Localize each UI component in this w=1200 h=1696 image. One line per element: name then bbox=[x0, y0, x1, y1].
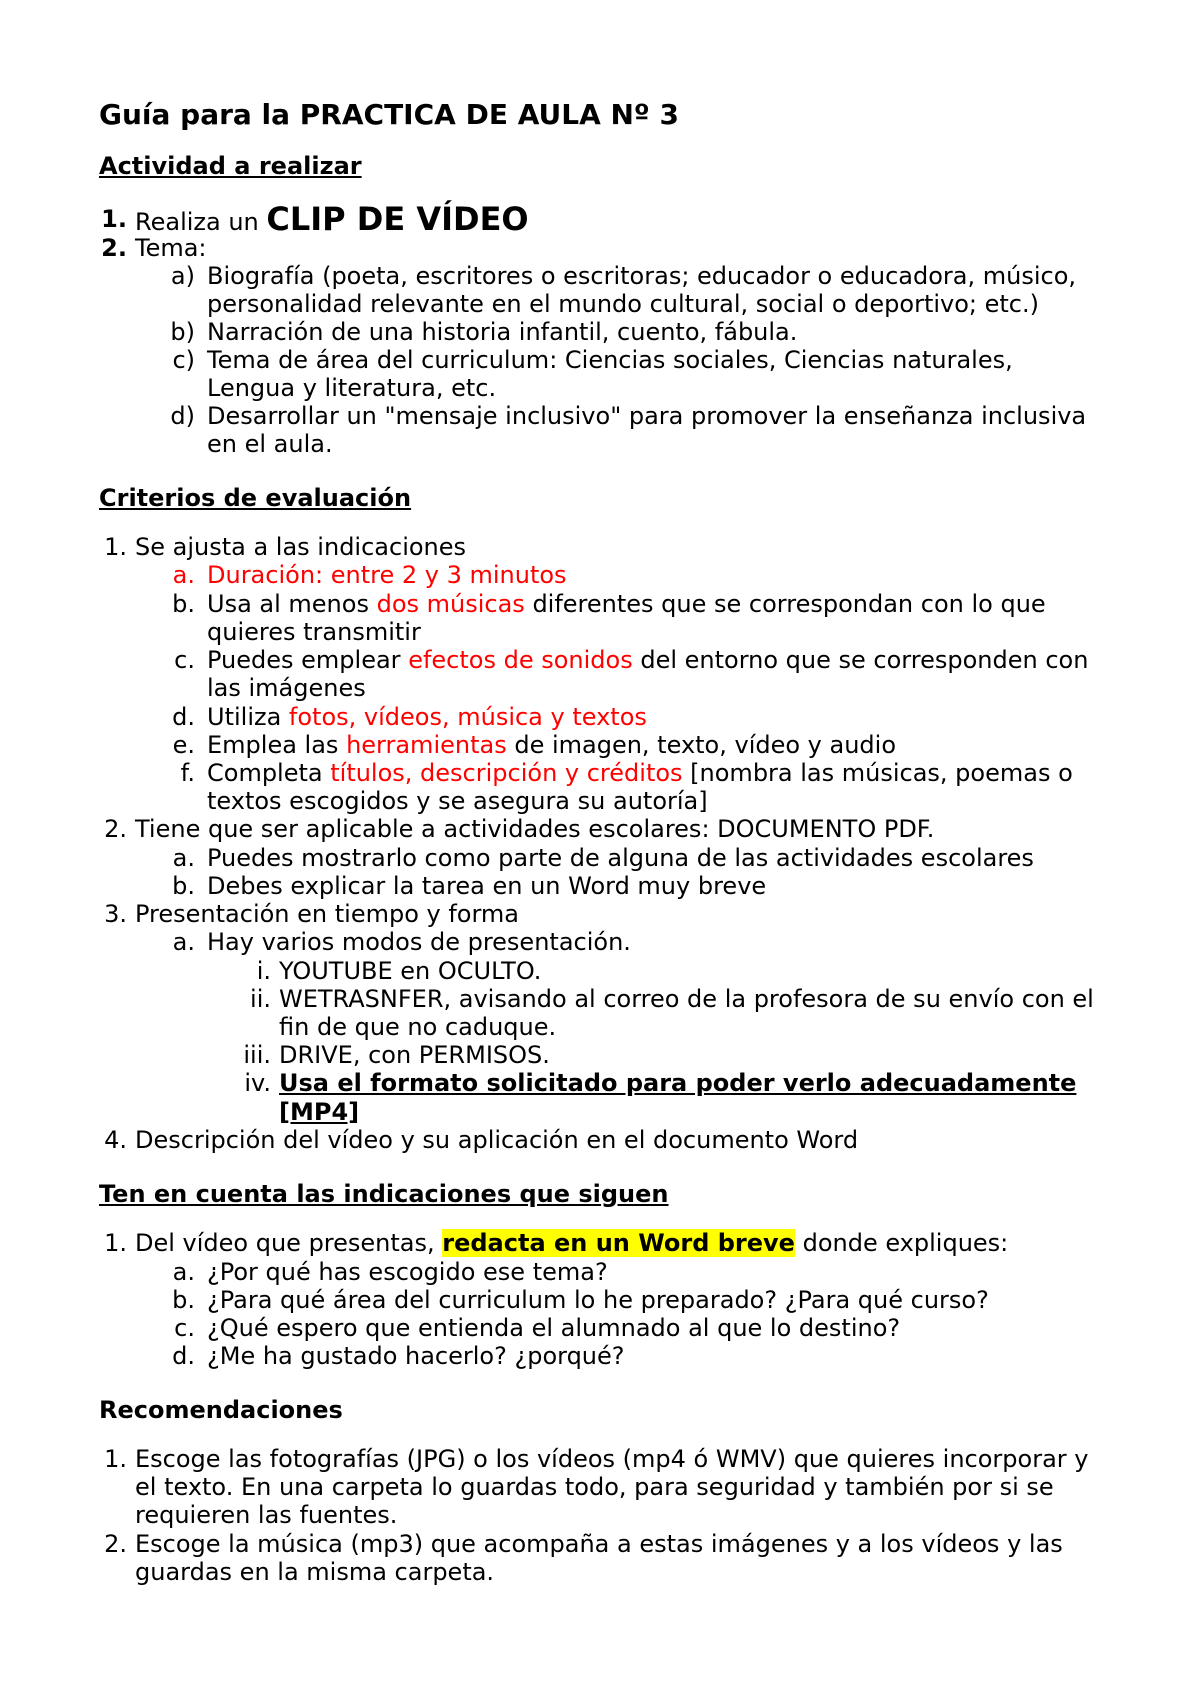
list-number: 2. bbox=[104, 815, 127, 843]
item-text: Realiza un bbox=[135, 208, 267, 236]
item-text: fin de que no caduque. bbox=[279, 1013, 557, 1041]
red-highlight: dos músicas bbox=[376, 590, 525, 618]
item-text: WETRASNFER, avisando al correo de la profesora de su envío con el bbox=[279, 985, 1094, 1013]
item-text: Duración: entre bbox=[207, 561, 402, 589]
topic-line: Narración de una historia infantil, cuento, fábula. bbox=[207, 318, 798, 346]
list-letter: d. bbox=[172, 1342, 195, 1370]
list-number: 1. bbox=[104, 533, 127, 561]
item-text: Debes explicar la tarea en un Word muy breve bbox=[207, 872, 767, 900]
item-text: ¿Qué espero que entienda el alumnado al que lo destino? bbox=[207, 1314, 901, 1342]
topic-line: Desarrollar un "mensaje inclusivo" para promover la enseñanza inclusiva bbox=[207, 402, 1087, 430]
list-letter: c. bbox=[174, 646, 195, 674]
topic-line: Biografía (poeta, escritores o escritoras; educador o educadora, músico, bbox=[207, 262, 1077, 290]
list-letter: e. bbox=[172, 731, 195, 759]
item-text: Se ajusta a las indicaciones bbox=[135, 533, 467, 561]
item-text: ¿Por qué has escogido ese tema? bbox=[207, 1258, 608, 1286]
roman-numeral: i. bbox=[256, 957, 271, 985]
roman-numeral: iii. bbox=[243, 1041, 271, 1069]
list-number: 2. bbox=[104, 1530, 127, 1558]
red-highlight: herramientas bbox=[346, 731, 507, 759]
list-letter: c. bbox=[174, 1314, 195, 1342]
topic-line: en el aula. bbox=[207, 430, 333, 458]
list-number: 1. bbox=[104, 1445, 127, 1473]
item-text: Del vídeo que presentas, bbox=[135, 1229, 443, 1257]
recommendations-heading: Recomendaciones bbox=[99, 1396, 343, 1424]
item-text-emphasis: [MP4] bbox=[279, 1098, 360, 1126]
item-text: Utiliza bbox=[207, 703, 289, 731]
list-letter: a. bbox=[172, 561, 195, 589]
item-text: Presentación en tiempo y forma bbox=[135, 900, 520, 928]
activity-heading: Actividad a realizar bbox=[99, 152, 362, 180]
item-text: Tema: bbox=[135, 234, 207, 262]
item-text: Puedes mostrarlo como parte de alguna de las actividades escolares bbox=[207, 844, 1034, 872]
item-text: guardas en la misma carpeta. bbox=[135, 1558, 495, 1586]
item-text: Puedes emplear bbox=[207, 646, 409, 674]
topic-line: Tema de área del curriculum: Ciencias sociales, Ciencias naturales, bbox=[207, 346, 1013, 374]
yellow-highlight: redacta en un Word breve bbox=[442, 1229, 795, 1257]
list-letter: a. bbox=[172, 1258, 195, 1286]
list-letter: d. bbox=[172, 703, 195, 731]
red-highlight: fotos, vídeos, música y textos bbox=[288, 703, 647, 731]
topic-line: personalidad relevante en el mundo cultural, social o deportivo; etc.) bbox=[207, 290, 1039, 318]
item-text: requieren las fuentes. bbox=[135, 1501, 398, 1529]
item-text: del entorno que se corresponden con bbox=[632, 646, 1089, 674]
item-text: el texto. En una carpeta lo guardas todo, para seguridad y también por si se bbox=[135, 1473, 1054, 1501]
item-text: donde expliques: bbox=[794, 1229, 1009, 1257]
clip-de-video-emphasis: CLIP DE VÍDEO bbox=[266, 200, 529, 238]
item-text: Hay varios modos de presentación. bbox=[207, 928, 631, 956]
list-letter: f. bbox=[180, 759, 195, 787]
item-text: YOUTUBE en OCULTO. bbox=[279, 957, 542, 985]
roman-numeral: iv. bbox=[244, 1069, 271, 1097]
item-text: Descripción del vídeo y su aplicación en el documento Word bbox=[135, 1126, 859, 1154]
topic-line: Lengua y literatura, etc. bbox=[207, 374, 497, 402]
list-letter: d) bbox=[170, 402, 195, 430]
red-highlight: títulos, descripción y créditos bbox=[330, 759, 683, 787]
list-letter: b. bbox=[172, 872, 195, 900]
item-text: diferentes que se correspondan con lo que bbox=[524, 590, 1046, 618]
notes-heading: Ten en cuenta las indicaciones que siguen bbox=[99, 1180, 669, 1208]
item-text: Emplea las bbox=[207, 731, 347, 759]
item-text: ¿Para qué área del curriculum lo he preparado? ¿Para qué curso? bbox=[207, 1286, 989, 1314]
roman-numeral: ii. bbox=[250, 985, 271, 1013]
list-letter: a. bbox=[172, 844, 195, 872]
list-letter: a) bbox=[170, 262, 195, 290]
item-text: de imagen, texto, vídeo y audio bbox=[506, 731, 897, 759]
item-text: [nombra las músicas, poemas o bbox=[682, 759, 1073, 787]
item-text: quieres transmitir bbox=[207, 618, 421, 646]
criteria-heading: Criterios de evaluación bbox=[99, 484, 412, 512]
item-text: las imágenes bbox=[207, 674, 366, 702]
list-letter: b. bbox=[172, 1286, 195, 1314]
item-text: ¿Me ha gustado hacerlo? ¿porqué? bbox=[207, 1342, 625, 1370]
item-text-emphasis: Usa el formato solicitado para poder verlo adecuadamente bbox=[279, 1069, 1077, 1097]
item-text: Escoge las fotografías (JPG) o los vídeos (mp4 ó WMV) que quieres incorporar y bbox=[135, 1445, 1089, 1473]
list-number: 2. bbox=[101, 234, 127, 262]
item-text: DRIVE, con PERMISOS. bbox=[279, 1041, 550, 1069]
item-text: Completa bbox=[207, 759, 331, 787]
item-text: Usa al menos bbox=[207, 590, 377, 618]
item-text: Tiene que ser aplicable a actividades escolares: DOCUMENTO PDF. bbox=[135, 815, 935, 843]
red-highlight: 2 y 3 minutos bbox=[401, 561, 567, 589]
list-letter: b. bbox=[172, 590, 195, 618]
list-letter: c) bbox=[172, 346, 195, 374]
list-letter: a. bbox=[172, 928, 195, 956]
list-number: 4. bbox=[104, 1126, 127, 1154]
list-number: 3. bbox=[104, 900, 127, 928]
list-letter: b) bbox=[170, 318, 195, 346]
list-number: 1. bbox=[104, 1229, 127, 1257]
red-highlight: efectos de sonidos bbox=[408, 646, 633, 674]
list-number: 1. bbox=[101, 205, 127, 233]
item-text: Escoge la música (mp3) que acompaña a estas imágenes y a los vídeos y las bbox=[135, 1530, 1063, 1558]
document-title: Guía para la PRACTICA DE AULA Nº 3 bbox=[99, 98, 679, 131]
item-text: textos escogidos y se asegura su autoría] bbox=[207, 787, 708, 815]
